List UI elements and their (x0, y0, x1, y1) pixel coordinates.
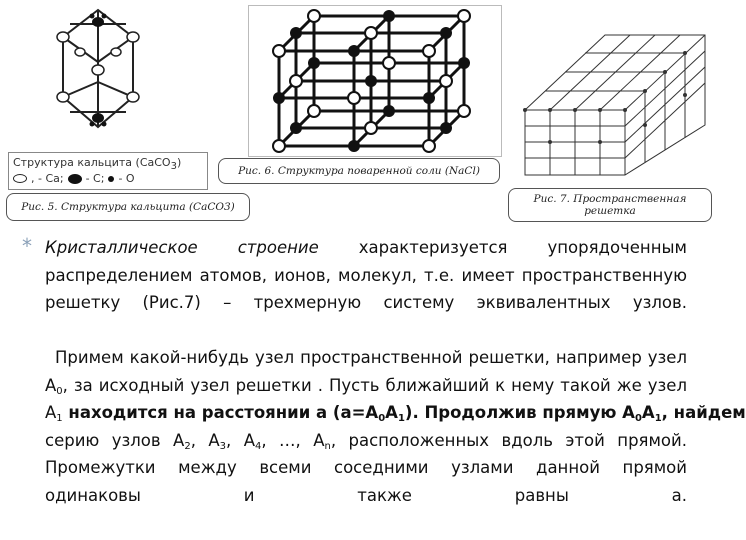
calcite-structure-figure (8, 2, 208, 152)
legend-title: Структура кальцита (CaCO$_3$) (13, 156, 182, 172)
bullet-marker: * (22, 234, 32, 258)
nacl-lattice-diagram (249, 6, 501, 156)
calcite-diagram (8, 2, 208, 152)
para1-line1 (45, 234, 687, 262)
caption-fig5: Рис. 5. Структура кальцита (CaCO3) (6, 193, 250, 221)
para2-line1: Примем какой-нибудь узел пространственной решетки, например узел (55, 348, 687, 367)
legend-c: - C; (85, 172, 105, 185)
italic-term: Кристаллическое строение (45, 238, 319, 257)
paragraph-lattice-nodes (45, 344, 746, 509)
para2-line6: одинаковы и также равны а. (45, 485, 687, 505)
para1-line1-rest: характеризуется упорядоченным (358, 238, 687, 257)
para2-line4: серию узлов $А_2$, $А_3$, $А_4$, …, $А_n$, расположенных вдоль этой прямой. (45, 430, 687, 452)
small-dot-icon (108, 176, 114, 182)
para1-line3: решетку (Рис.7) – трехмерную систему эквивалентных узлов. (45, 293, 687, 312)
legend-items (13, 172, 135, 185)
legend-o: - O (118, 172, 135, 185)
para2-line2: $А_0$, за исходный узел решетки . Пусть ближайший к нему такой же узел (45, 375, 687, 397)
filled-circle-icon (68, 174, 82, 184)
caption-fig7: Рис. 7. Пространственная решетка (508, 188, 712, 222)
calcite-legend (8, 152, 208, 190)
para2-line5: Промежутки между всеми соседними узлами данной прямой (45, 458, 687, 477)
spatial-lattice-figure (505, 15, 715, 185)
para1-line2: распределением атомов, ионов, молекул, т.е. имеет пространственную (45, 265, 687, 285)
paragraph-crystal-structure (45, 234, 687, 317)
nacl-structure-figure (248, 5, 502, 157)
spatial-lattice-diagram (505, 15, 715, 185)
open-circle-icon (13, 174, 27, 183)
legend-ca: , - Ca; (31, 172, 64, 185)
caption-fig6: Рис. 6. Структура поваренной соли (NaCl) (218, 158, 500, 184)
para2-line3: $А_1$ находится на расстоянии а $(а=А_0А_1)$. Продолжив прямую $А_0А_1$, найдем (45, 403, 746, 424)
